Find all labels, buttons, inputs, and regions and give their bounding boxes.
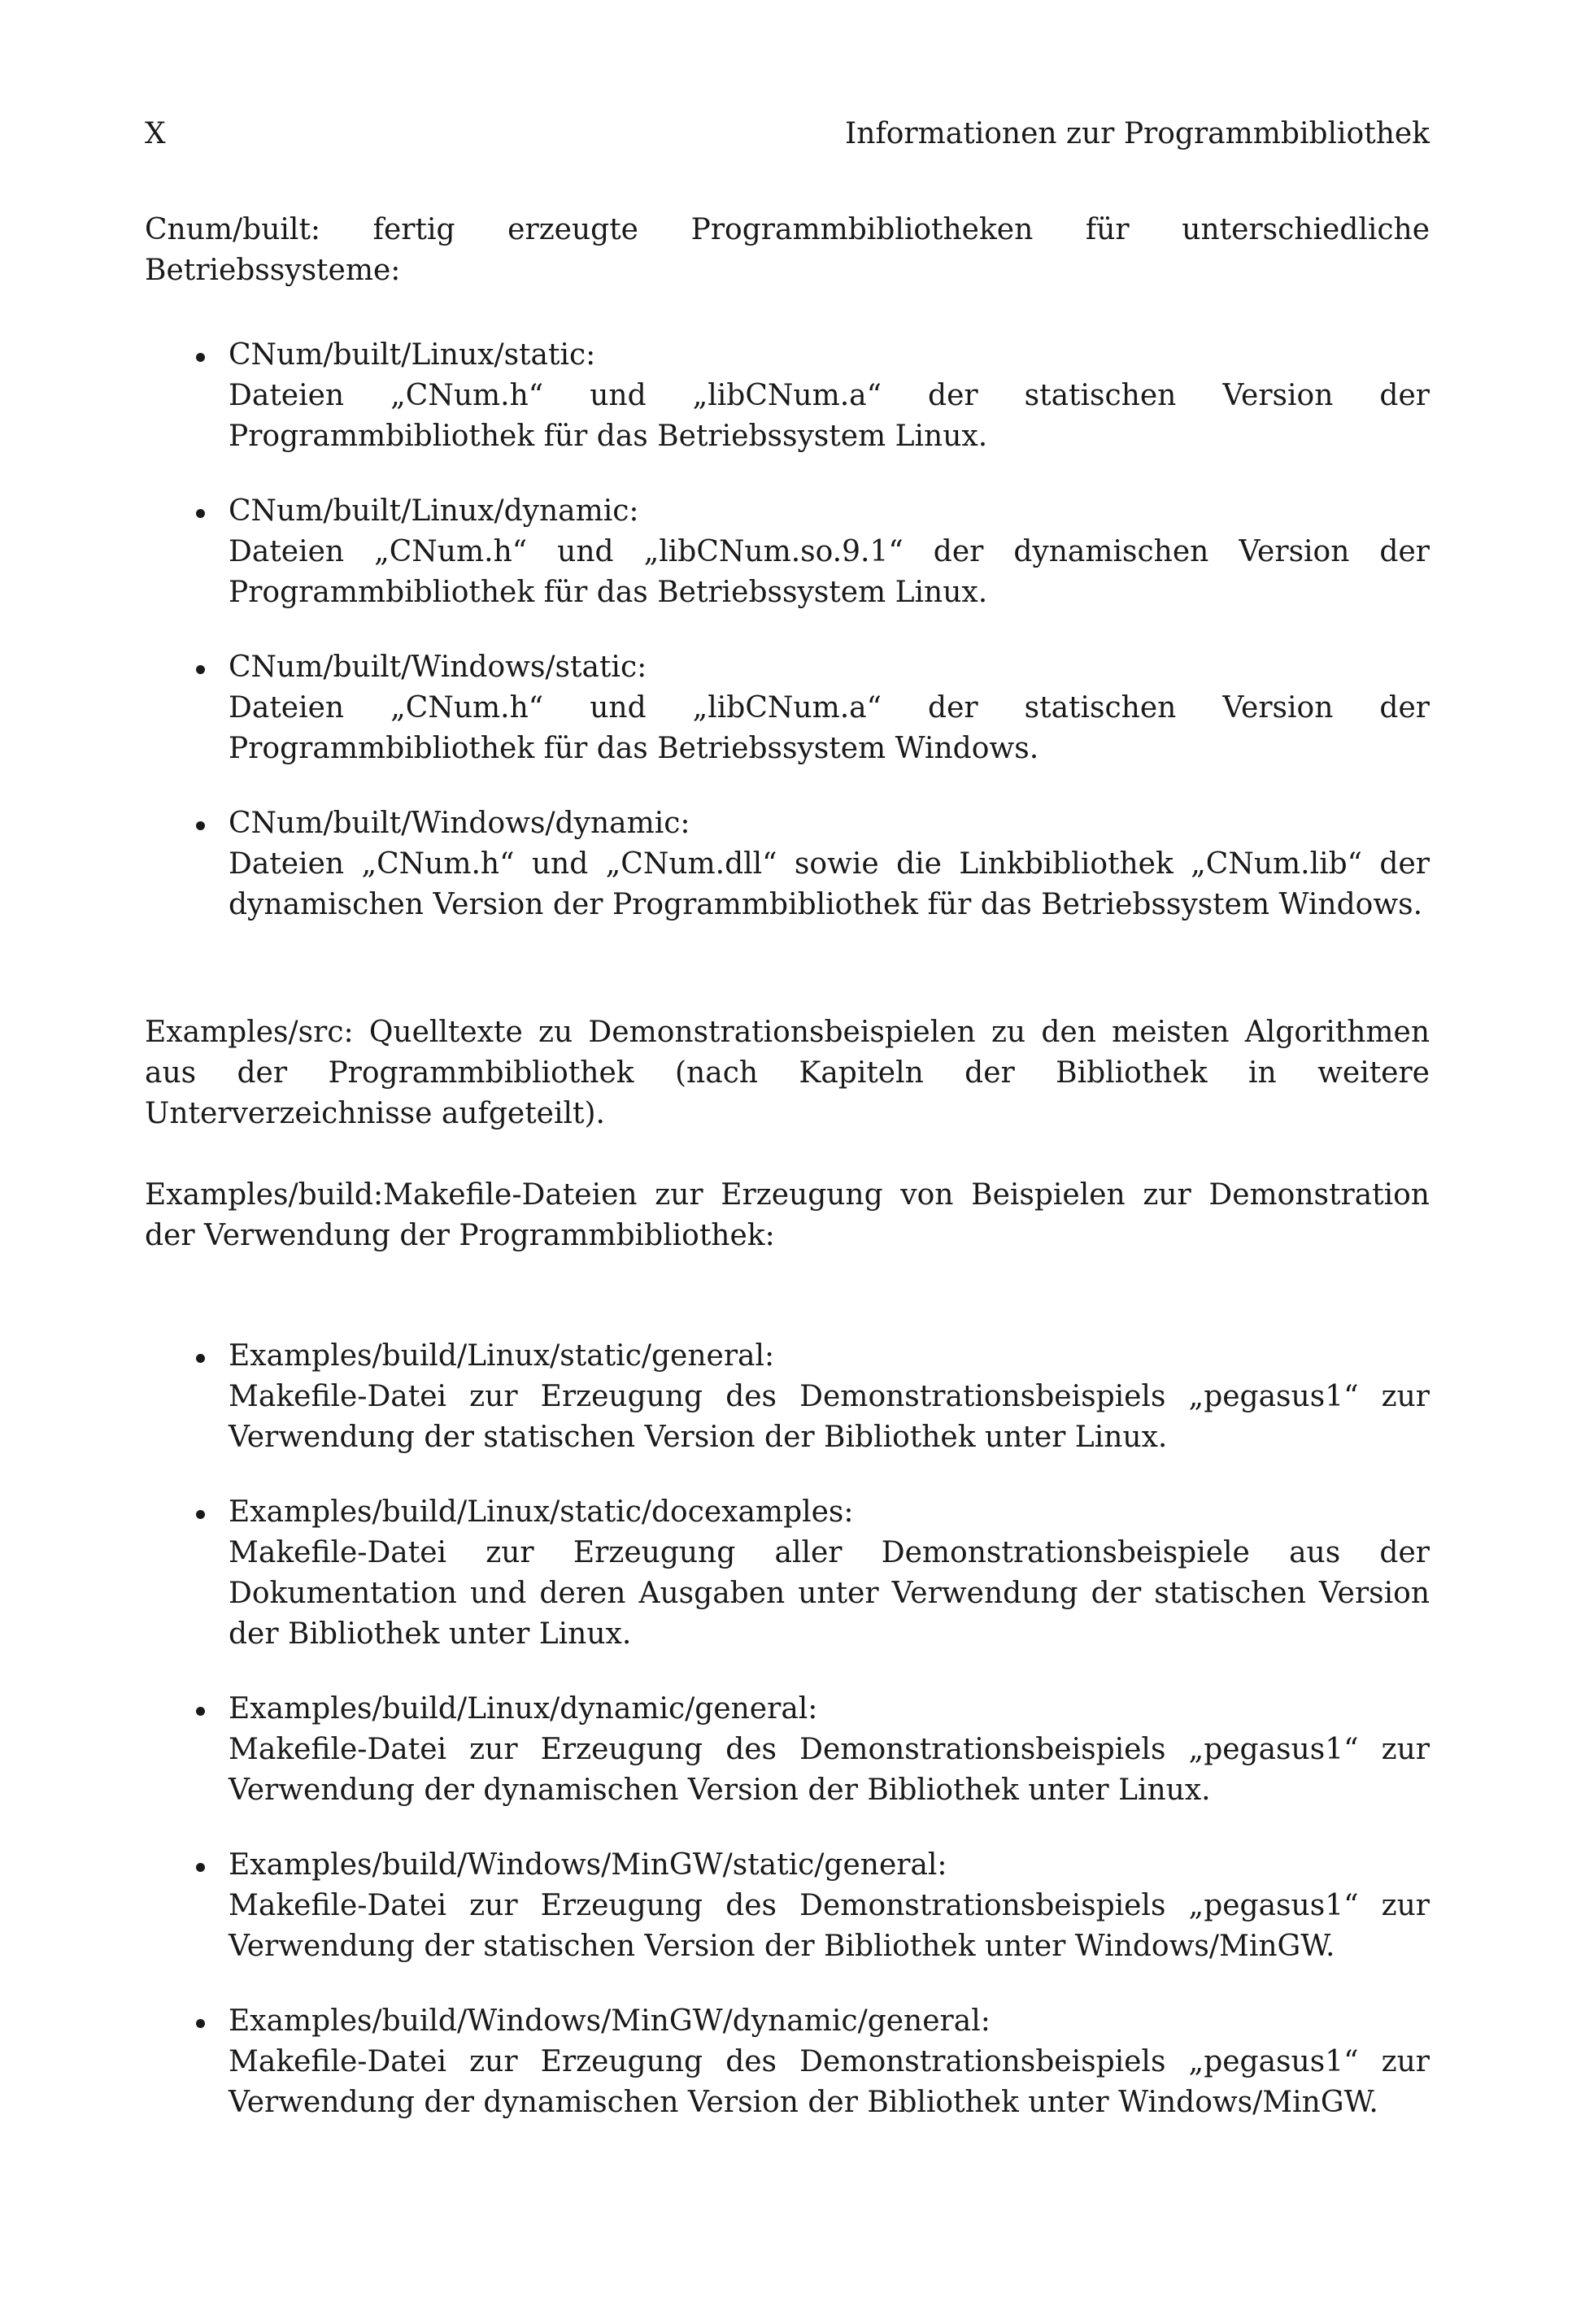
built-list: [145, 335, 1430, 960]
list-item: [145, 1845, 1430, 1967]
bullet-icon: [196, 1510, 205, 1519]
list-item-path: Examples/build/Linux/static/general:: [229, 1339, 775, 1373]
page-number: X: [145, 117, 166, 150]
list-item: [145, 2001, 1430, 2123]
list-item-text: Dateien „CNum.h“ und „libCNum.so.9.1“ der dynamischen Version der Programmbibliothek für das Betriebssystem Linux.: [229, 535, 1430, 609]
list-item-text: Makefile-Datei zur Erzeugung des Demonstrationsbeispiels „pegasus1“ zur Verwendung der statischen Version der Bibliothek unter Windows/MinGW.: [229, 1889, 1430, 1963]
bullet-icon: [196, 1707, 205, 1716]
list-item-path: Examples/build/Linux/dynamic/general:: [229, 1692, 818, 1726]
build-list: [145, 1336, 1430, 2157]
list-item-path: Examples/build/Windows/MinGW/dynamic/general:: [229, 2004, 991, 2038]
list-item: [145, 335, 1430, 457]
list-item-text: Dateien „CNum.h“ und „CNum.dll“ sowie die Linkbibliothek „CNum.lib“ der dynamischen Version der Programmbibliothek für das Betriebssystem Windows.: [229, 847, 1430, 921]
list-item-path: CNum/built/Linux/static:: [229, 338, 596, 372]
list-item: [145, 491, 1430, 613]
bullet-icon: [196, 2019, 205, 2028]
list-item-path: CNum/built/Linux/dynamic:: [229, 494, 639, 528]
document-page: [145, 0, 1430, 2324]
bullet-icon: [196, 665, 205, 674]
examples-src-paragraph: Examples/src: Quelltexte zu Demonstrationsbeispielen zu den meisten Algorithmen aus der Programmbibliothek (nach Kapiteln der Bibliothek in weitere Unterverzeichnisse aufgeteilt).: [145, 1016, 1430, 1130]
list-item: [145, 647, 1430, 769]
list-item-path: Examples/build/Windows/MinGW/static/general:: [229, 1848, 947, 1882]
bullet-icon: [196, 821, 205, 830]
list-item-path: CNum/built/Windows/dynamic:: [229, 807, 690, 840]
list-item-text: Dateien „CNum.h“ und „libCNum.a“ der statischen Version der Programmbibliothek für das Betriebssystem Windows.: [229, 691, 1430, 765]
list-item-text: Makefile-Datei zur Erzeugung des Demonstrationsbeispiels „pegasus1“ zur Verwendung der dynamischen Version der Bibliothek unter Windows/MinGW.: [229, 2045, 1430, 2119]
list-item-path: CNum/built/Windows/static:: [229, 651, 647, 684]
running-title: Informationen zur Programmbibliothek: [845, 117, 1430, 150]
bullet-icon: [196, 1354, 205, 1363]
examples-build-intro-paragraph: Examples/build:Makefile-Dateien zur Erzeugung von Beispielen zur Demonstration der Verwendung der Programmbibliothek:: [145, 1178, 1430, 1252]
list-item-text: Makefile-Datei zur Erzeugung des Demonstrationsbeispiels „pegasus1“ zur Verwendung der dynamischen Version der Bibliothek unter Linux.: [229, 1733, 1430, 1807]
list-item-text: Makefile-Datei zur Erzeugung aller Demonstrationsbeispiele aus der Dokumentation und deren Ausgaben unter Verwendung der statischen Version der Bibliothek unter Linux.: [229, 1536, 1430, 1651]
list-item-path: Examples/build/Linux/static/docexamples:: [229, 1495, 854, 1529]
list-item: [145, 1689, 1430, 1811]
built-intro-paragraph: Cnum/built: fertig erzeugte Programmbibliotheken für unterschiedliche Betriebssysteme:: [145, 213, 1430, 287]
bullet-icon: [196, 1863, 205, 1872]
list-item-text: Dateien „CNum.h“ und „libCNum.a“ der statischen Version der Programmbibliothek für das Betriebssystem Linux.: [229, 379, 1430, 453]
list-item: [145, 803, 1430, 925]
list-item: [145, 1336, 1430, 1458]
page-header: [145, 114, 1430, 154]
list-item: [145, 1492, 1430, 1655]
bullet-icon: [196, 353, 205, 362]
bullet-icon: [196, 509, 205, 518]
list-item-text: Makefile-Datei zur Erzeugung des Demonstrationsbeispiels „pegasus1“ zur Verwendung der statischen Version der Bibliothek unter Linux.: [229, 1380, 1430, 1454]
